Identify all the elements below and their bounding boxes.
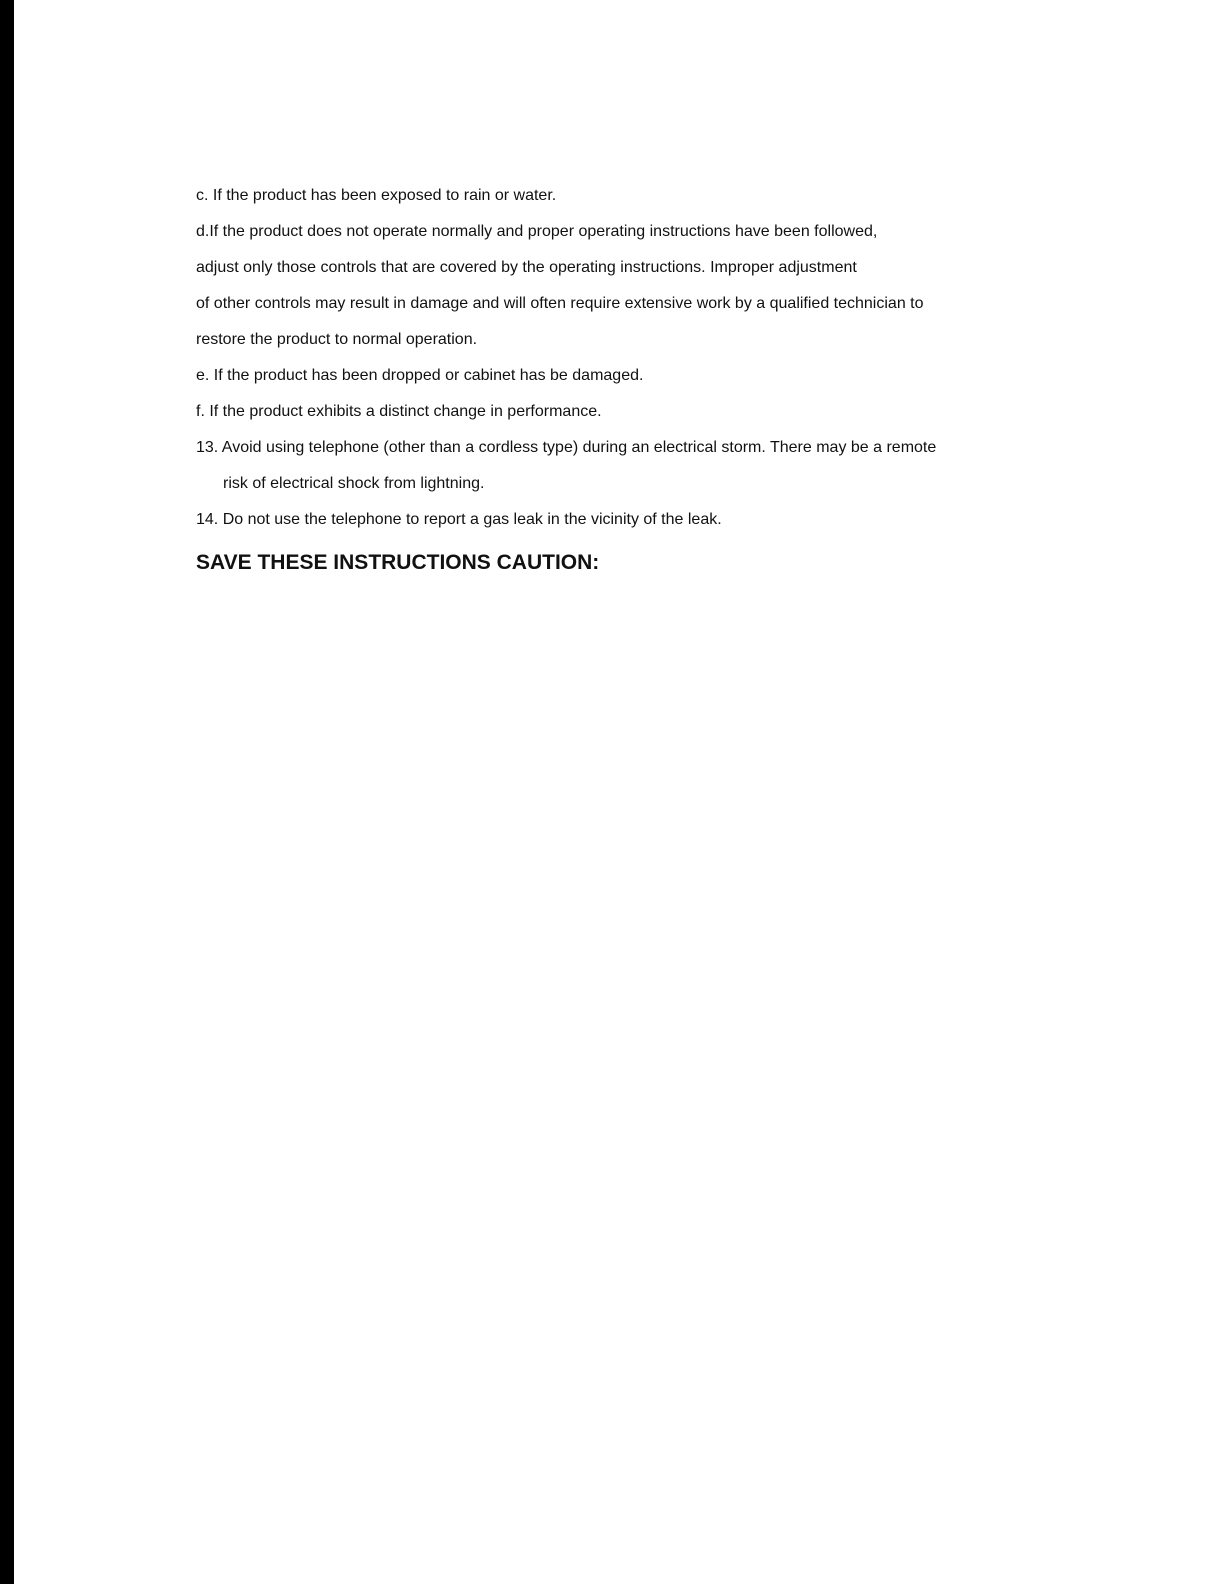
item-c-text: c. If the product has been exposed to rain or water. — [196, 187, 557, 204]
item-f-text: f. If the product exhibits a distinct change in performance. — [196, 403, 602, 420]
item-13-text-line-2: risk of electrical shock from lightning. — [223, 475, 485, 492]
page-edge-bar — [0, 0, 14, 1584]
item-d-text-line-3: of other controls may result in damage and will often require extensive work by a qualified technician to — [196, 295, 924, 312]
item-13-text-line-1: 13. Avoid using telephone (other than a cordless type) during an electrical storm. There may be a remote — [196, 439, 937, 456]
item-d-text-line-4: restore the product to normal operation. — [196, 331, 478, 348]
document-body — [196, 186, 1056, 576]
section-heading: SAVE THESE INSTRUCTIONS CAUTION: — [196, 551, 600, 574]
item-e-text: e. If the product has been dropped or cabinet has be damaged. — [196, 367, 644, 384]
item-d-text-line-1: d.If the product does not operate normally and proper operating instructions have been followed, — [196, 223, 878, 240]
item-d-text-line-2: adjust only those controls that are covered by the operating instructions. Improper adjustment — [196, 259, 857, 276]
item-14-text: 14. Do not use the telephone to report a gas leak in the vicinity of the leak. — [196, 511, 722, 528]
